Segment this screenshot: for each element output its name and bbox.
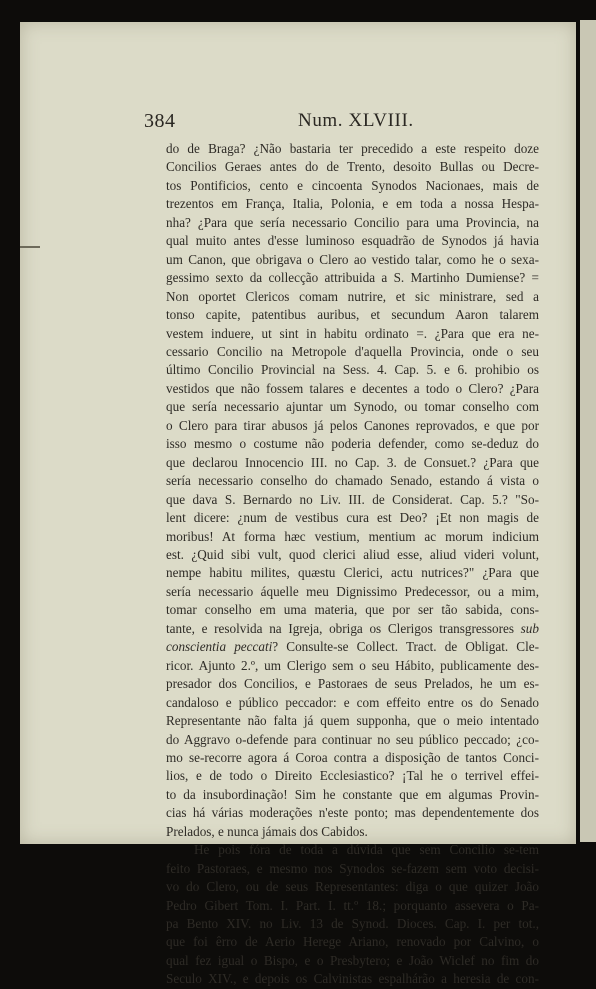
text-line: que foi êrro de Aerio Herege Ariano, renovado por Calvino, o xyxy=(166,934,539,950)
text-line: ricor. Ajunto 2.º, um Clerigo sem o seu Hábito, publicamente des- xyxy=(166,657,539,673)
page-header xyxy=(20,110,576,140)
text-line: Non oportet Clericos comam nutrire, et sic ministrare, sed a xyxy=(166,288,539,304)
text-line: feito Pastoraes, e mesmo nos Synodos se-fazem sem voto decisi- xyxy=(166,860,539,876)
text-line: moribus! At forma hæc vestium, mentium ac morum indicium xyxy=(166,528,539,544)
text-line: cessario Concilio na Metropole d'aquella Provincia, onde o seu xyxy=(166,343,539,359)
text-line: gessimo sexto da collecção attribuida a S. Martinho Dumiense? = xyxy=(166,270,539,286)
text-line: vestidos que não fossem talares e decentes a todo o Clero? ¿Para xyxy=(166,380,539,396)
text-line: He pois fóra de toda a dúvida que sem Concilio se-tem xyxy=(194,842,539,858)
text-line: Prelados, e nunca jámais dos Cabidos. xyxy=(166,823,368,839)
text-line: conscientia peccati? Consulte-se Collect. Tract. de Obligat. Cle- xyxy=(166,639,540,655)
text-line: Seculo XIV., e depois os Calvinistas espalhárão a heresia de con- xyxy=(166,971,539,987)
text-line: pa Bento XIV. no Liv. 13 de Synod. Dioces. Cap. I. per tot., xyxy=(166,916,539,932)
text-line: cias há várias moderações n'este ponto; mas dependentemente dos xyxy=(166,805,539,821)
text-line: sería necessario áquelle meu Dignissimo Predecessor, ou a mim, xyxy=(166,583,539,599)
text-line: tomar conselho em uma materia, que por ser tão sabida, cons- xyxy=(166,602,539,618)
italic-text: sub xyxy=(520,620,539,636)
text-line: trezentos em França, Italia, Polonia, e em toda a nossa Hespa- xyxy=(166,196,539,212)
book-page xyxy=(20,22,576,987)
text-line: tos Pontificios, cento e cincoenta Synodos Nacionaes, mais de xyxy=(166,177,539,193)
text-line: vestem induere, ut sint in habitu ordinato =. ¿Para que era ne- xyxy=(166,325,539,341)
text-line: qual fez igual o Bispo, e o Presbytero; e João Wiclef no fim do xyxy=(166,952,539,968)
text-line: lios, e de todo o Direito Ecclesiastico? ¡Tal he o terrivel effei- xyxy=(166,768,539,784)
text-line: do Aggravo o-defende para continuar no seu público peccado; ¿co- xyxy=(166,731,539,747)
text-line: candaloso e público peccador: e com effeito entre os do Senado xyxy=(166,694,539,710)
text-line: um Canon, que obrigava o Clero ao vestido talar, como he o sexa- xyxy=(166,251,539,267)
text-line: presador dos Concilios, e Pastoraes de seus Prelados, he um es- xyxy=(166,676,539,692)
text-line: que declarou Innocencio III. no Cap. 3. de Consuet.? ¿Para que xyxy=(166,454,539,470)
text-line: que sería necessario ajuntar um Synodo, ou tomar conselho com xyxy=(166,399,539,415)
text-line: vo do Clero, ou de seus Representantes: diga o que quizer João xyxy=(166,879,539,895)
text-line: nha? ¿Para que sería necessario Concilio para uma Provincia, na xyxy=(166,214,539,230)
text-line: to da insubordinação! Sim he constante que em algumas Provin- xyxy=(166,786,539,802)
text-line: qual muito antes d'esse luminoso esquadrão de Synodos já havia xyxy=(166,233,539,249)
text-line: Pedro Gibert Tom. I. Part. I. tt.º 18.; porquanto assevera o Pa- xyxy=(166,897,539,913)
text-line: isso mesmo o costume não poderia defender, como se-deduz do xyxy=(166,436,539,452)
text-line: mo se-recorre agora á Coroa contra a disposição de tantos Conci- xyxy=(166,749,539,765)
text-line: lent dicere: ¿num de vestibus cura est Deo? ¡Et non magis de xyxy=(166,510,539,526)
text-line: tante, e resolvida na Igreja, obriga os Clerigos transgressores sub xyxy=(166,620,539,636)
text-line: est. ¿Quid sibi vult, quod clerici aliud esse, aliud videri volunt, xyxy=(166,546,539,562)
adjacent-page-edge xyxy=(580,20,596,842)
text-line: Representante não falta já quem supponha, que o meio intentado xyxy=(166,713,539,729)
running-head: Num. XLVIII. xyxy=(298,110,414,131)
text-line: sería necessario conselho do chamado Senado, estando á vista o xyxy=(166,473,539,489)
page-number: 384 xyxy=(144,110,176,132)
italic-text: conscientia peccati xyxy=(166,639,273,655)
text-line: último Concilio Provincial na Sess. 4. Cap. 5. e 6. prohibio os xyxy=(166,362,539,378)
text-line: tonso capite, patentibus auribus, et secundum Aaron talarem xyxy=(166,307,539,323)
body-text xyxy=(166,140,539,989)
margin-mark xyxy=(20,246,40,248)
text-line: o Clero para tirar abusos já pelos Canones reprovados, e que por xyxy=(166,417,539,433)
text-line: Concilios Geraes antes do de Trento, desoito Bullas ou Decre- xyxy=(166,159,539,175)
text-line: do de Braga? ¿Não bastaria ter precedido a este respeito doze xyxy=(166,141,539,156)
text-line: nempe habitu milites, quæstu Clerici, actu nutrices?" ¿Para que xyxy=(166,565,539,581)
text-line: que dava S. Bernardo no Liv. III. de Considerat. Cap. 5.? "So- xyxy=(166,491,539,507)
